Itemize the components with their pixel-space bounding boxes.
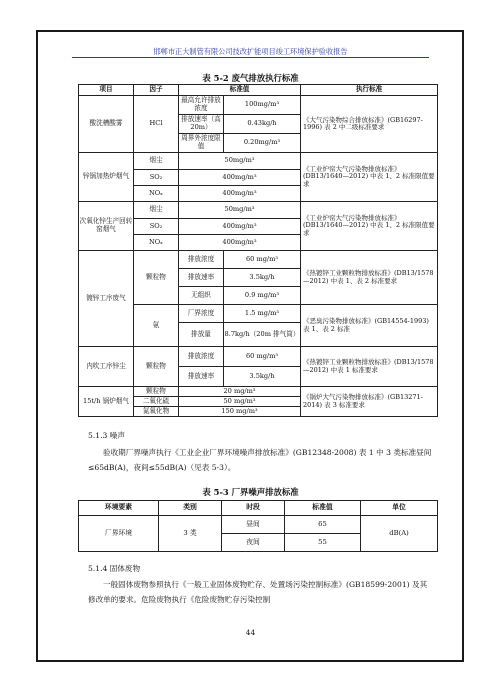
col-header-category: 类别 (159, 501, 222, 516)
cell-limit-value: 60 mg/m³ (224, 347, 301, 367)
section-heading-noise: 5.1.3 噪声 (88, 431, 125, 440)
cell-value-day: 65 (285, 516, 361, 534)
cell-limit-value: 0.9 mg/m³ (224, 287, 301, 305)
table-5-3 (78, 500, 438, 552)
cell-limit-value: 8.7kg/h（20m 排气筒） (224, 323, 301, 347)
cell-standard: 《热镀锌工业颗粒物排放标准》(DB13/1578—2012) 中表 1、表 2 标准要求 (301, 251, 438, 305)
table-5-2-caption: 表 5-2 废气排放执行标准 (202, 73, 299, 83)
cell-factor: 烟尘 (134, 153, 179, 170)
cell-project: 次氧化锌生产回转窑烟气 (79, 202, 134, 251)
cell-limit-value: 100mg/m³ (224, 96, 301, 115)
section-heading-solid-waste: 5.1.4 固体废物 (88, 564, 141, 573)
cell-factor: 颗粒物 (134, 387, 179, 397)
cell-factor: NOₓ (134, 235, 179, 251)
cell-limit-value: 1.5 mg/m³ (224, 305, 301, 323)
cell-limit-value: 0.20mg/m³ (224, 134, 301, 153)
cell-standard: 《大气污染物综合排放标准》(GB16297-1996) 表 2 中二级标准要求 (301, 96, 438, 153)
col-header-standard-value: 标准值 (179, 85, 301, 96)
cell-limit-value: 400mg/m³ (179, 235, 301, 251)
cell-limit-value: 60 mg/m³ (224, 251, 301, 269)
cell-standard: 《热镀锌工业颗粒物排放标准》(DB13/1578—2012) 中表 1 标准要求 (301, 347, 438, 387)
cell-factor: 二氧化硫 (134, 397, 179, 407)
cell-limit-value: 3.5kg/h (224, 367, 301, 387)
cell-project: 内吹工序锌尘 (79, 347, 134, 387)
cell-standard: 《锅炉大气污染物排放标准》(GB13271-2014) 表 3 标准要求 (301, 387, 438, 417)
cell-limit-value: 50mg/m³ (179, 153, 301, 170)
cell-factor: 氨 (134, 305, 179, 347)
cell-period-night: 夜间 (222, 534, 285, 552)
col-header-element: 环境要素 (79, 501, 159, 516)
col-header-standard: 执行标准 (301, 85, 438, 96)
cell-limit-label: 排放浓度 (179, 251, 224, 269)
noise-paragraph: 验收期厂界噪声执行《工业企业厂界环境噪声排放标准》(GB12348-2008) 表 1 中 3 类标准昼间≤65dB(A)，夜间≤55dB(A)（见表 5-3）。 (88, 448, 432, 472)
header-rule (72, 57, 429, 58)
table-5-3-caption: 表 5-3 厂界噪声排放标准 (202, 487, 299, 497)
cell-limit-value: 50mg/m³ (179, 202, 301, 219)
cell-factor: NOₓ (134, 186, 179, 202)
cell-project: 锌锅加热炉烟气 (79, 153, 134, 202)
cell-limit-value: 400mg/m³ (179, 186, 301, 202)
cell-limit-value: 400mg/m³ (179, 170, 301, 186)
cell-element: 厂界环境 (79, 516, 159, 552)
cell-limit-label: 排放量 (179, 323, 224, 347)
cell-limit-label: 排放浓度 (179, 347, 224, 367)
cell-project: 15t/h 锅炉烟气 (79, 387, 134, 417)
cell-factor: 氮氧化物 (134, 407, 179, 417)
cell-factor: SO₂ (134, 219, 179, 235)
report-header-title: 邯郸市正大制管有限公司技改扩能项目竣工环境保护验收报告 (153, 47, 348, 56)
cell-period-day: 昼间 (222, 516, 285, 534)
cell-value-night: 55 (285, 534, 361, 552)
cell-limit-label: 无组织 (179, 287, 224, 305)
cell-limit-value: 0.43kg/h (224, 115, 301, 134)
col-header-unit: 单位 (361, 501, 438, 516)
cell-limit-value: 50 mg/m³ (179, 397, 301, 407)
col-header-period: 时段 (222, 501, 285, 516)
cell-limit-value: 3.5kg/h (224, 269, 301, 287)
cell-standard: 《工业炉窑大气污染物排放标准》(DB13/1640—2012) 中表 1、2 标准限值要求 (301, 202, 438, 251)
col-header-factor: 因子 (134, 85, 179, 96)
col-header-project: 项目 (79, 85, 134, 96)
cell-limit-value: 20 mg/m³ (179, 387, 301, 397)
col-header-standard-value: 标准值 (285, 501, 361, 516)
cell-factor: HCl (134, 96, 179, 153)
cell-limit-label: 排放速率 (179, 367, 224, 387)
cell-factor: 烟尘 (134, 202, 179, 219)
cell-factor: 颗粒物 (134, 251, 179, 305)
cell-limit-label: 排放速率 (179, 269, 224, 287)
cell-limit-value: 400mg/m³ (179, 219, 301, 235)
cell-project: 镀锌工序废气 (79, 251, 134, 347)
table-5-2 (78, 84, 438, 417)
cell-limit-value: 150 mg/m³ (179, 407, 301, 417)
solid-waste-paragraph: 一般固体废物参照执行《一般工业固体废物贮存、处置场污染控制标准》(GB18599-2001) 及其修改单的要求。危险废物执行《危险废物贮存污染控制 (88, 580, 428, 604)
cell-factor: SO₂ (134, 170, 179, 186)
cell-unit: dB(A) (361, 516, 438, 552)
cell-standard: 《工业炉窑大气污染物排放标准》(DB13/1640—2012) 中表 1、2 标准限值要求 (301, 153, 438, 202)
cell-standard: 《恶臭污染物排放标准》(GB14554-1993) 表 1、表 2 标准 (301, 305, 438, 347)
cell-limit-label: 最高允许排放浓度 (179, 96, 224, 115)
cell-limit-label: 排放速率（高 20m） (179, 115, 224, 134)
cell-factor: 颗粒物 (134, 347, 179, 387)
cell-project: 酸洗槽酸雾 (79, 96, 134, 153)
page-number: 44 (245, 628, 256, 637)
cell-category: 3 类 (159, 516, 222, 552)
cell-limit-label: 周界外浓度限值 (179, 134, 224, 153)
cell-limit-label: 厂界浓度 (179, 305, 224, 323)
